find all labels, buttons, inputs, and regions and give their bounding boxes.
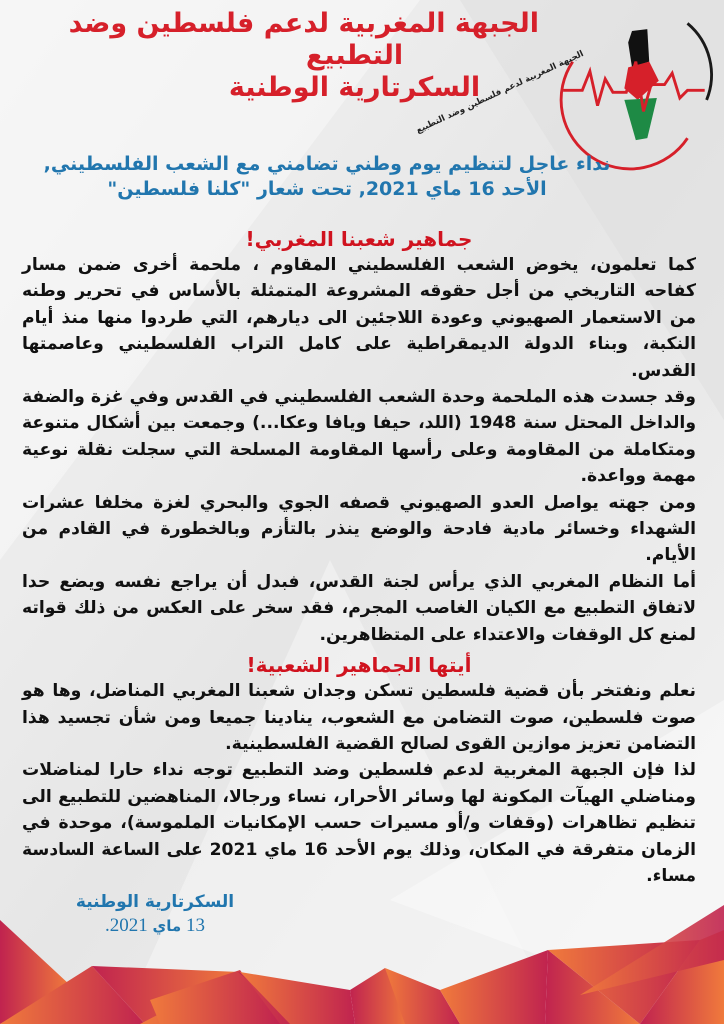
urgent-call [40, 152, 614, 202]
paragraph: لذا فإن الجبهة المغربية لدعم فلسطين وضد التطبيع توجه نداء حارا لمناضلات ومناضلي الهيآت المكونة لها وسائر الأحرار، نساء ورجالا، المناهضين للتطبيع الى تنظيم تظاهرات (وقفات و/أو مسيرات حسب الإمكانيات الملموسة)، موحدة في الزمان متفرقة في المكان، وذلك يوم الأحد 16 ماي 2021 على الساعة السادسة مساء. [22, 760, 696, 886]
paragraph: ومن جهته يواصل العدو الصهيوني قصفه الجوي والبحري لغزة مخلفا عشرات الشهداء وخسائر مادية فادحة والوضع ينذر بالتأزم وبالخطورة في القادم من الأيام. [22, 492, 696, 566]
statement-body [22, 226, 696, 889]
paragraph: كما تعلمون، يخوض الشعب الفلسطيني المقاوم ، ملحمة أخرى ضمن مسار كفاحه التاريخي من أجل حقوقه المشروعة المتمثلة بالأساس في تحرير وطنه من الاستعمار الصهيوني وعودة اللاجئين الى ديارهم، التي طردوا منها منذ أيام النكبة، وبناء الدولة الديمقراطية على كامل التراب الفلسطيني وعاصمتها القدس. [22, 255, 696, 381]
call-line-1: نداء عاجل لتنظيم يوم وطني تضامني مع الشعب الفلسطيني, [43, 153, 611, 175]
paragraph: نعلم ونفتخر بأن قضية فلسطين تسكن وجدان شعبنا المغربي المناضل، وها هو صوت فلسطين، صوت التضامن مع الشعوب، ينادينا جميعا ومن شأن تجسيد هذا التضامن تعزيز موازين القوى لصالح القضية الفلسطينية. [22, 681, 696, 754]
paragraph: وقد جسدت هذه الملحمة وحدة الشعب الفلسطيني في القدس وفي غزة والضفة والداخل المحتل سنة 1948 (اللد، حيفا ويافا وعكا...) وجمعت بين أشكال متنوعة ومتكاملة من المقاومة وعلى رأسها المقاومة المسلحة التي سجلت نقلة نوعية مهمة وواعدة. [22, 387, 696, 487]
title-line: السكرتارية الوطنية [228, 72, 481, 103]
organization-logo [414, 2, 720, 150]
call-line-2: الأحد 16 ماي 2021, تحت شعار "كلنا فلسطين" [107, 178, 547, 200]
section-heading: أيتها الجماهير الشعبية! [246, 653, 472, 678]
logo-ring-text: الجبهة المغربية لدعم فلسطين وضد التطبيع [414, 49, 586, 136]
title-line: التطبيع [305, 40, 404, 71]
signature-name: السكرتارية الوطنية [75, 892, 235, 912]
title-line: الجبهة المغربية لدعم فلسطين وضد [68, 8, 539, 39]
paragraph: أما النظام المغربي الذي يرأس لجنة القدس، فبدل أن يراجع نفسه ويضع حدا لاتفاق التطبيع مع الكيان الغاصب المجرم، فقد سخر على العكس من ذلك قواته لمنع كل الوقفات والاعتداء على المتظاهرين. [22, 571, 696, 645]
organization-title [68, 8, 539, 104]
signature-date [70, 914, 240, 938]
map-black-part [628, 29, 649, 67]
date-day: 13 [185, 915, 205, 936]
signature-block [70, 890, 240, 938]
date-month: ماي [152, 917, 182, 935]
section-heading: جماهير شعبنا المغربي! [245, 227, 473, 251]
map-green-part [624, 98, 657, 140]
date-year: 2021. [105, 915, 148, 936]
